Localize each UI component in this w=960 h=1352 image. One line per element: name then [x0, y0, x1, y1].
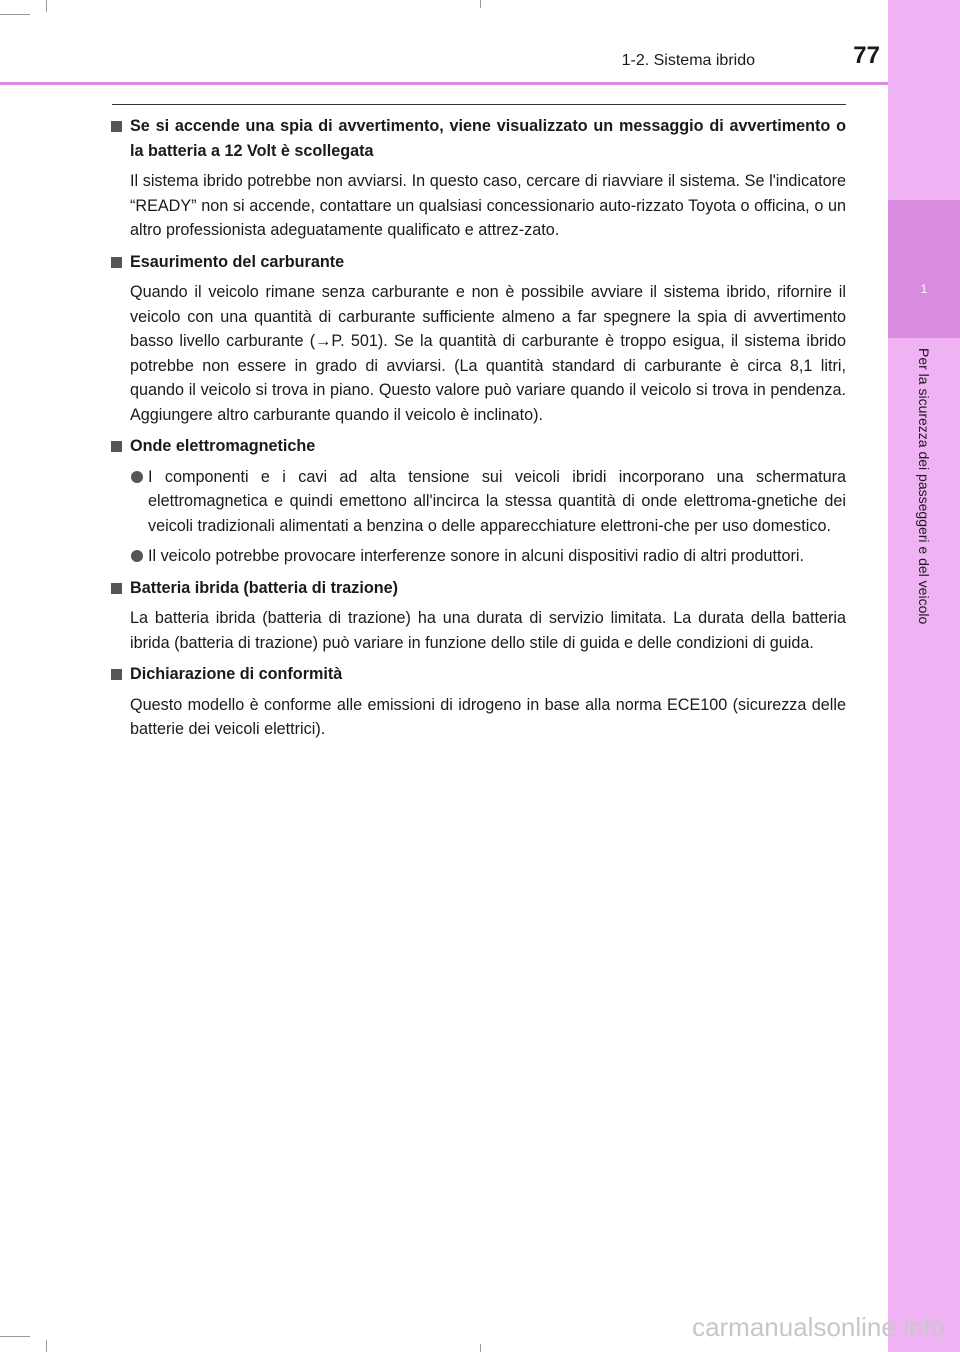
- square-bullet-icon: [111, 669, 122, 680]
- crop-mark: [0, 14, 30, 15]
- section-hybrid-battery: [110, 576, 846, 656]
- heading-text: Batteria ibrida (batteria di trazione): [130, 578, 399, 597]
- heading-text: Dichiarazione di conformità: [130, 665, 343, 683]
- circle-bullet-icon: [131, 550, 143, 562]
- section-heading: [110, 576, 846, 601]
- crop-mark: [480, 0, 481, 8]
- section-body: Questo modello è conforme alle emissioni di idrogeno in base alla norma ECE100 (sicurezza delle batterie dei veicoli elettrici).: [130, 695, 846, 738]
- square-bullet-icon: [111, 257, 122, 268]
- list-item: [110, 544, 846, 569]
- chapter-title: Per la sicurezza dei passeggeri e del veicolo: [916, 348, 932, 625]
- crop-mark: [46, 1340, 47, 1352]
- crop-mark: [0, 1336, 30, 1337]
- section-fuel-exhaustion: [110, 250, 846, 428]
- watermark: carmanualsonline.info: [692, 1312, 945, 1342]
- section-heading: [110, 434, 846, 459]
- section-heading: [110, 250, 846, 275]
- crop-mark: [46, 0, 47, 12]
- square-bullet-icon: [111, 583, 122, 594]
- section-heading: [110, 114, 846, 163]
- section-body: Quando il veicolo rimane senza carburante e non è possibile avviare il sistema ibrido, rifornire il veicolo con una quantità di carburante sufficiente almeno a far spegnere la spia di avvertimento basso livello carburante (→P. 501). Se la quantità di carburante è troppo esigua, il sistema ibrido potrebbe non essere in grado di avviarsi. (La quantità standard di carburante è circa 8,1 litri, quando il veicolo si trova in piano. Questo valore può variare quando il veicolo si trova in pendenza. Aggiungere altro carburante quando il veicolo è inclinato).: [130, 283, 846, 424]
- chapter-tab-bar: [888, 0, 960, 1352]
- heading-text: Esaurimento del carburante: [130, 252, 345, 271]
- content-top-rule: [112, 104, 846, 105]
- crop-mark: [480, 1344, 481, 1352]
- section-body: Il sistema ibrido potrebbe non avviarsi. In questo caso, cercare di riavviare il sistema. Se l'indicatore “READY” non si accende, contattare un qualsiasi concessionario auto-rizzato Toyota o officina, o un altro professionista adeguatamente qualificato e attrez-zato.: [130, 172, 846, 239]
- section-warning-light: [110, 114, 846, 243]
- page-content: [110, 114, 846, 749]
- list-item-text: Il veicolo potrebbe provocare interferenze sonore in alcuni dispositivi radio di altri produttori.: [148, 547, 804, 565]
- heading-text: Onde elettromagnetiche: [130, 437, 316, 455]
- page-number: 77: [853, 42, 880, 69]
- list-item: [110, 465, 846, 539]
- section-electromagnetic-waves: [110, 434, 846, 569]
- section-conformity: [110, 662, 846, 742]
- list-item-text: I componenti e i cavi ad alta tensione sui veicoli ibridi incorporano una schermatura elettromagnetica e quindi emettono all'incirca la stessa quantità di onde elettroma-gnetiche dei veicoli tradizionali alimentati a benzina o delle apparecchiature elettroni-che per uso domestico.: [148, 467, 846, 535]
- header-section-title: 1-2. Sistema ibrido: [621, 52, 755, 69]
- section-heading: [110, 662, 846, 687]
- circle-bullet-icon: [131, 471, 143, 483]
- chapter-number: 1: [920, 282, 928, 296]
- section-body: La batteria ibrida (batteria di trazione) ha una durata di servizio limitata. La durata della batteria ibrida (batteria di trazione) può variare in funzione dello stile di guida e delle condizioni di guida.: [130, 609, 846, 652]
- chapter-number-box: [888, 200, 960, 338]
- square-bullet-icon: [111, 441, 122, 452]
- square-bullet-icon: [111, 121, 122, 132]
- heading-text: Se si accende una spia di avvertimento, viene visualizzato un messaggio di avvertimento o la batteria a 12 Volt è scollegata: [130, 117, 846, 160]
- header-divider: [0, 82, 888, 85]
